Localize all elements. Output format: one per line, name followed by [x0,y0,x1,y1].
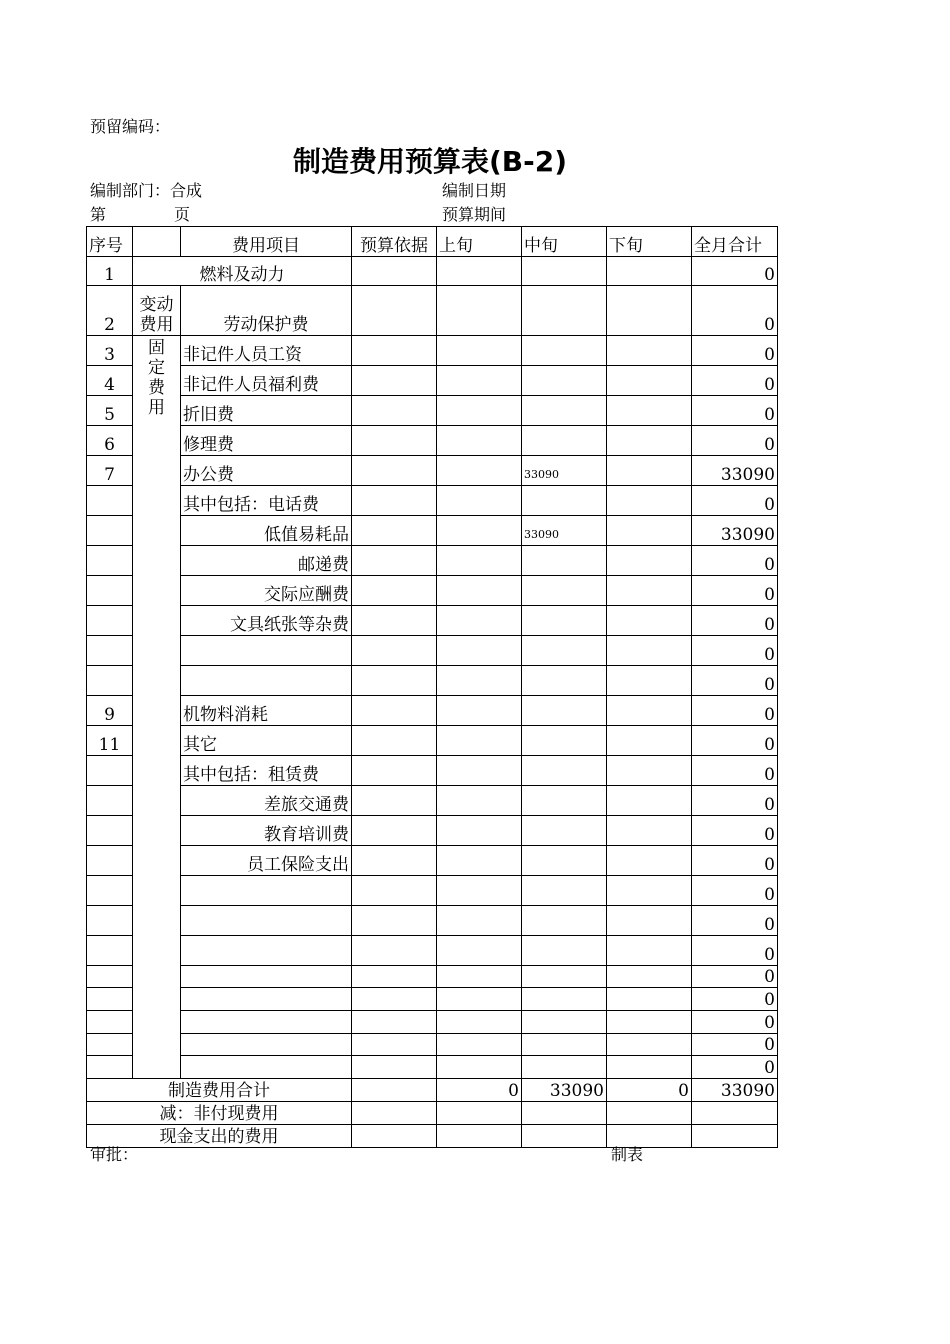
row-first [437,786,522,816]
approve-label: 审批： [90,1145,139,1164]
summary-cell [522,1102,607,1125]
summary-mid: 33090 [522,1079,607,1102]
table-row [87,257,778,286]
row-last [607,988,692,1011]
row-first [437,516,522,546]
row-mid [522,966,607,988]
row-last [607,756,692,786]
row-seq [87,546,133,576]
row-item: 其中包括：租赁费 [181,756,352,786]
row-first [437,286,522,336]
row-last [607,606,692,636]
summary-total-label: 制造费用合计 [87,1079,352,1102]
row-first [437,426,522,456]
summary-total: 33090 [692,1079,778,1102]
row-last [607,816,692,846]
row-seq [87,906,133,936]
row-last [607,936,692,966]
row-mid [522,257,607,286]
row-seq: 6 [87,426,133,456]
row-total: 0 [692,816,778,846]
row-last [607,486,692,516]
row-item [181,876,352,906]
row-first [437,966,522,988]
row-item [181,666,352,696]
row-first [437,1011,522,1034]
row-seq [87,666,133,696]
row-mid: 33090 [522,516,607,546]
row-item: 修理费 [181,426,352,456]
row-seq [87,486,133,516]
row-item [181,636,352,666]
row-first [437,666,522,696]
row-total: 0 [692,396,778,426]
table-row [87,636,778,666]
row-mid [522,366,607,396]
row-basis [352,636,437,666]
row-seq: 2 [87,286,133,336]
row-mid [522,396,607,426]
row-item [181,966,352,988]
row-total: 0 [692,1011,778,1034]
table-row [87,606,778,636]
header-group [133,227,181,257]
row-last [607,1011,692,1034]
row-seq [87,936,133,966]
row-total: 0 [692,257,778,286]
row-total: 0 [692,786,778,816]
row-seq [87,988,133,1011]
summary-cash-row [87,1125,778,1148]
summary-first: 0 [437,1079,522,1102]
row-last [607,876,692,906]
row-basis [352,936,437,966]
row-mid [522,988,607,1011]
summary-last: 0 [607,1079,692,1102]
row-basis [352,786,437,816]
row-mid [522,286,607,336]
row-total: 33090 [692,456,778,486]
table-row [87,1011,778,1034]
row-mid [522,876,607,906]
row-basis [352,846,437,876]
row-seq: 7 [87,456,133,486]
table-row [87,456,778,486]
summary-cell [692,1125,778,1148]
row-mid [522,486,607,516]
row-first [437,756,522,786]
row-last [607,696,692,726]
table-row [87,336,778,366]
row-mid [522,426,607,456]
row-seq [87,516,133,546]
row-last [607,286,692,336]
page-fragment: 页 [174,205,191,224]
row-basis [352,426,437,456]
row-mid [522,756,607,786]
row-basis [352,816,437,846]
row-basis [352,666,437,696]
row-first [437,1056,522,1079]
row-item [181,936,352,966]
row-seq [87,636,133,666]
row-item: 交际应酬费 [181,576,352,606]
table-row [87,576,778,606]
row-total: 0 [692,876,778,906]
table-row [87,396,778,426]
row-item: 其它 [181,726,352,756]
table-row [87,846,778,876]
row-mid [522,696,607,726]
row-seq [87,1034,133,1056]
row-last [607,636,692,666]
row-total: 0 [692,366,778,396]
table-row [87,906,778,936]
row-basis [352,576,437,606]
row-mid: 33090 [522,456,607,486]
row-total: 0 [692,1034,778,1056]
header-seq: 序号 [87,227,133,257]
summary-total-row [87,1079,778,1102]
row-basis [352,456,437,486]
row-item: 教育培训费 [181,816,352,846]
row-first [437,816,522,846]
row-item: 办公费 [181,456,352,486]
row-total: 0 [692,576,778,606]
table-row [87,816,778,846]
row-item: 员工保险支出 [181,846,352,876]
row-total: 0 [692,486,778,516]
row-item: 其中包括：电话费 [181,486,352,516]
row-item [181,1034,352,1056]
row-seq [87,576,133,606]
row-mid [522,846,607,876]
row-item: 折旧费 [181,396,352,426]
summary-cell [692,1102,778,1125]
row-basis [352,1011,437,1034]
row-total: 0 [692,988,778,1011]
row-seq: 4 [87,366,133,396]
dept-label: 编制部门：合成 [90,181,203,200]
row-item: 机物料消耗 [181,696,352,726]
row-seq [87,1056,133,1079]
row-first [437,1034,522,1056]
row-first [437,336,522,366]
table-row [87,516,778,546]
row-first [437,696,522,726]
table-row [87,486,778,516]
row-total: 0 [692,286,778,336]
row-seq [87,876,133,906]
row-basis [352,486,437,516]
header-row [87,227,778,257]
row-basis [352,966,437,988]
summary-less-row [87,1102,778,1125]
row-seq [87,1011,133,1034]
table-row [87,988,778,1011]
row-total: 0 [692,906,778,936]
row-last [607,786,692,816]
row-last [607,966,692,988]
row-basis [352,726,437,756]
row-total: 0 [692,756,778,786]
row-last [607,1034,692,1056]
summary-cell [437,1102,522,1125]
row-first [437,366,522,396]
page-title: 制造费用预算表(B-2) [292,145,568,178]
row-last [607,396,692,426]
row-last [607,846,692,876]
row-last [607,426,692,456]
row-first [437,486,522,516]
row-mid [522,1056,607,1079]
compile-date-label: 编制日期 [442,181,507,200]
row-mid [522,816,607,846]
table-row [87,786,778,816]
table-row [87,696,778,726]
row-seq [87,786,133,816]
row-total: 0 [692,606,778,636]
row-seq: 5 [87,396,133,426]
row-last [607,546,692,576]
summary-cell [352,1102,437,1125]
row-basis [352,257,437,286]
row-seq: 1 [87,257,133,286]
row-first [437,396,522,426]
row-last [607,257,692,286]
row-basis [352,516,437,546]
row-item [181,1011,352,1034]
row-total: 0 [692,426,778,456]
table-row [87,756,778,786]
row-last [607,1056,692,1079]
row-item: 低值易耗品 [181,516,352,546]
row-item [181,988,352,1011]
row-total: 0 [692,636,778,666]
row-item: 非记件人员工资 [181,336,352,366]
table-row [87,726,778,756]
group-variable: 变动费用 [133,286,181,336]
row-mid [522,936,607,966]
row-first [437,576,522,606]
row-basis [352,756,437,786]
row-mid [522,906,607,936]
row-item: 非记件人员福利费 [181,366,352,396]
header-last: 下旬 [607,227,692,257]
row-item: 差旅交通费 [181,786,352,816]
row-first [437,546,522,576]
row-basis [352,1034,437,1056]
table-row [87,426,778,456]
header-basis: 预算依据 [352,227,437,257]
row-basis [352,396,437,426]
reserved-code-label: 预留编码： [90,117,171,136]
table-row [87,876,778,906]
row-mid [522,726,607,756]
row-last [607,906,692,936]
row-first [437,636,522,666]
row-basis [352,336,437,366]
row-seq [87,966,133,988]
row-last [607,516,692,546]
row-seq: 11 [87,726,133,756]
row-mid [522,666,607,696]
row-basis [352,696,437,726]
row-total: 0 [692,936,778,966]
header-first: 上旬 [437,227,522,257]
row-seq [87,606,133,636]
table-row [87,366,778,396]
row-seq: 9 [87,696,133,726]
row-mid [522,606,607,636]
row-last [607,336,692,366]
row-first [437,936,522,966]
row-total: 0 [692,546,778,576]
summary-cell [352,1125,437,1148]
row-item [181,906,352,936]
budget-table [86,226,778,1148]
row-first [437,606,522,636]
row-mid [522,636,607,666]
row-basis [352,546,437,576]
table-row [87,546,778,576]
summary-cell [437,1125,522,1148]
row-total: 0 [692,1056,778,1079]
row-basis [352,606,437,636]
summary-basis [352,1079,437,1102]
row-first [437,257,522,286]
header-total: 全月合计 [692,227,778,257]
row-mid [522,576,607,606]
row-basis [352,876,437,906]
row-item: 燃料及动力 [133,257,352,286]
row-first [437,456,522,486]
preparer-label: 制表 [611,1145,644,1164]
row-last [607,666,692,696]
table-row [87,936,778,966]
row-seq [87,756,133,786]
row-seq: 3 [87,336,133,366]
row-total: 0 [692,696,778,726]
row-total: 33090 [692,516,778,546]
period-label: 预算期间 [442,205,507,224]
row-first [437,988,522,1011]
table-row [87,286,778,336]
row-basis [352,1056,437,1079]
summary-less-label: 减：非付现费用 [87,1102,352,1125]
row-last [607,456,692,486]
row-mid [522,1011,607,1034]
row-first [437,846,522,876]
row-basis [352,988,437,1011]
row-mid [522,1034,607,1056]
table-row [87,666,778,696]
header-mid: 中旬 [522,227,607,257]
row-item: 文具纸张等杂费 [181,606,352,636]
group-fixed: 固定费用 [133,336,181,1079]
row-first [437,726,522,756]
summary-cash-label: 现金支出的费用 [87,1125,352,1148]
row-item [181,1056,352,1079]
row-mid [522,336,607,366]
row-total: 0 [692,666,778,696]
row-total: 0 [692,966,778,988]
row-first [437,876,522,906]
row-seq [87,816,133,846]
row-basis [352,366,437,396]
row-mid [522,546,607,576]
row-last [607,366,692,396]
row-total: 0 [692,846,778,876]
table-row [87,1056,778,1079]
row-last [607,726,692,756]
row-total: 0 [692,726,778,756]
row-total: 0 [692,336,778,366]
row-item: 劳动保护费 [181,286,352,336]
row-seq [87,846,133,876]
row-mid [522,786,607,816]
header-item: 费用项目 [181,227,352,257]
table-row [87,966,778,988]
row-basis [352,286,437,336]
table-row [87,1034,778,1056]
page-label: 第 [90,205,107,224]
summary-cell [522,1125,607,1148]
row-basis [352,906,437,936]
row-first [437,906,522,936]
summary-cell [607,1102,692,1125]
row-last [607,576,692,606]
row-item: 邮递费 [181,546,352,576]
